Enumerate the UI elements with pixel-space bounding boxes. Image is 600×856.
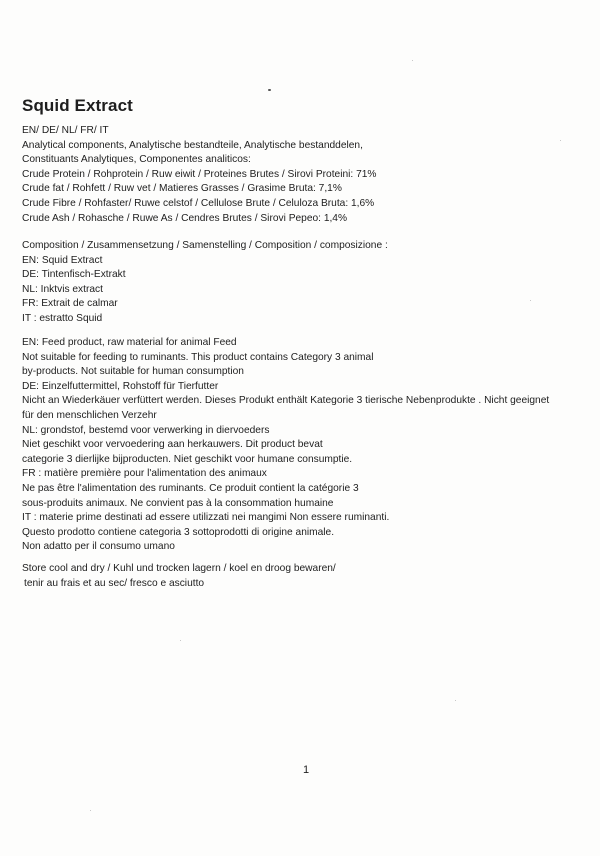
- regulatory-line: Not suitable for feeding to ruminants. This product contains Category 3 animal: [22, 351, 374, 363]
- regulatory-line: EN: Feed product, raw material for animal Feed: [22, 337, 237, 348]
- composition-line-nl: NL: Inktvis extract: [22, 283, 103, 295]
- scan-speck: [268, 89, 271, 91]
- scan-noise: [90, 810, 91, 811]
- composition-line-it: IT : estratto Squid: [22, 312, 103, 324]
- regulatory-line: DE: Einzelfuttermittel, Rohstoff für Tierfutter: [22, 380, 219, 392]
- regulatory-line: sous-produits animaux. Ne convient pas à la consommation humaine: [22, 497, 334, 509]
- regulatory-line: Non adatto per il consumo umano: [22, 541, 175, 553]
- regulatory-notice-section: [22, 336, 549, 555]
- regulatory-line: für den menschlichen Verzehr: [22, 409, 157, 421]
- regulatory-line: FR : matière première pour l'alimentation des animaux: [22, 468, 267, 480]
- crude-fibre-line: Crude Fibre / Rohfaster/ Ruwe celstof / Cellulose Brute / Celuloza Bruta: 1,6%: [22, 197, 375, 209]
- crude-ash-line: Crude Ash / Rohasche / Ruwe As / Cendres Brutes / Sirovi Pepeo: 1,4%: [22, 212, 348, 224]
- analytics-heading-line: Analytical components, Analytische bestandteile, Analytische bestanddelen,: [22, 139, 363, 151]
- composition-heading: Composition / Zusammensetzung / Samenstelling / Composition / composizione :: [22, 240, 388, 251]
- regulatory-line: by-products. Not suitable for human consumption: [22, 366, 244, 378]
- scan-noise: [530, 300, 531, 301]
- composition-section: [22, 239, 388, 327]
- regulatory-line: Nicht an Wiederkäuer verfüttert werden. Dieses Produkt enthält Kategorie 3 tierische Nebenprodukte . Nicht geeignet: [22, 395, 550, 407]
- language-codes-line: EN/ DE/ NL/ FR/ IT: [22, 125, 109, 136]
- regulatory-line: Niet geschikt voor vervoedering aan herkauwers. Dit product bevat: [22, 439, 323, 451]
- regulatory-line: Questo prodotto contiene categoria 3 sottoprodotti di origine animale.: [22, 526, 335, 538]
- document-title: Squid Extract: [22, 96, 133, 115]
- composition-line-en: EN: Squid Extract: [22, 254, 103, 266]
- regulatory-line: Ne pas être l'alimentation des ruminants. Ce produit contient la catégorie 3: [22, 482, 359, 494]
- analytical-components-section: [22, 124, 376, 226]
- storage-line: Store cool and dry / Kuhl und trocken lagern / koel en droog bewaren/: [22, 563, 336, 574]
- page-number: 1: [303, 764, 310, 776]
- crude-protein-line: Crude Protein / Rohprotein / Ruw eiwit / Proteines Brutes / Sirovi Proteini: 71%: [22, 168, 377, 180]
- storage-line: tenir au frais et au sec/ fresco e asciutto: [24, 577, 205, 589]
- storage-instructions-section: [22, 562, 336, 591]
- regulatory-line: IT : materie prime destinati ad essere utilizzati nei mangimi Non essere ruminanti.: [22, 512, 390, 524]
- scan-noise: [412, 60, 413, 61]
- scan-noise: [180, 640, 181, 641]
- regulatory-line: NL: grondstof, bestemd voor verwerking in diervoeders: [22, 424, 270, 436]
- scan-noise: [560, 140, 561, 141]
- analytics-heading-line: Constituants Analytiques, Componentes analiticos:: [22, 154, 251, 166]
- scan-noise: [455, 700, 456, 701]
- regulatory-line: categorie 3 dierlijke bijproducten. Niet geschikt voor humane consumptie.: [22, 453, 353, 465]
- composition-line-de: DE: Tintenfisch-Extrakt: [22, 269, 126, 281]
- crude-fat-line: Crude fat / Rohfett / Ruw vet / Matieres Grasses / Grasime Bruta: 7,1%: [22, 183, 342, 195]
- composition-line-fr: FR: Extrait de calmar: [22, 298, 118, 310]
